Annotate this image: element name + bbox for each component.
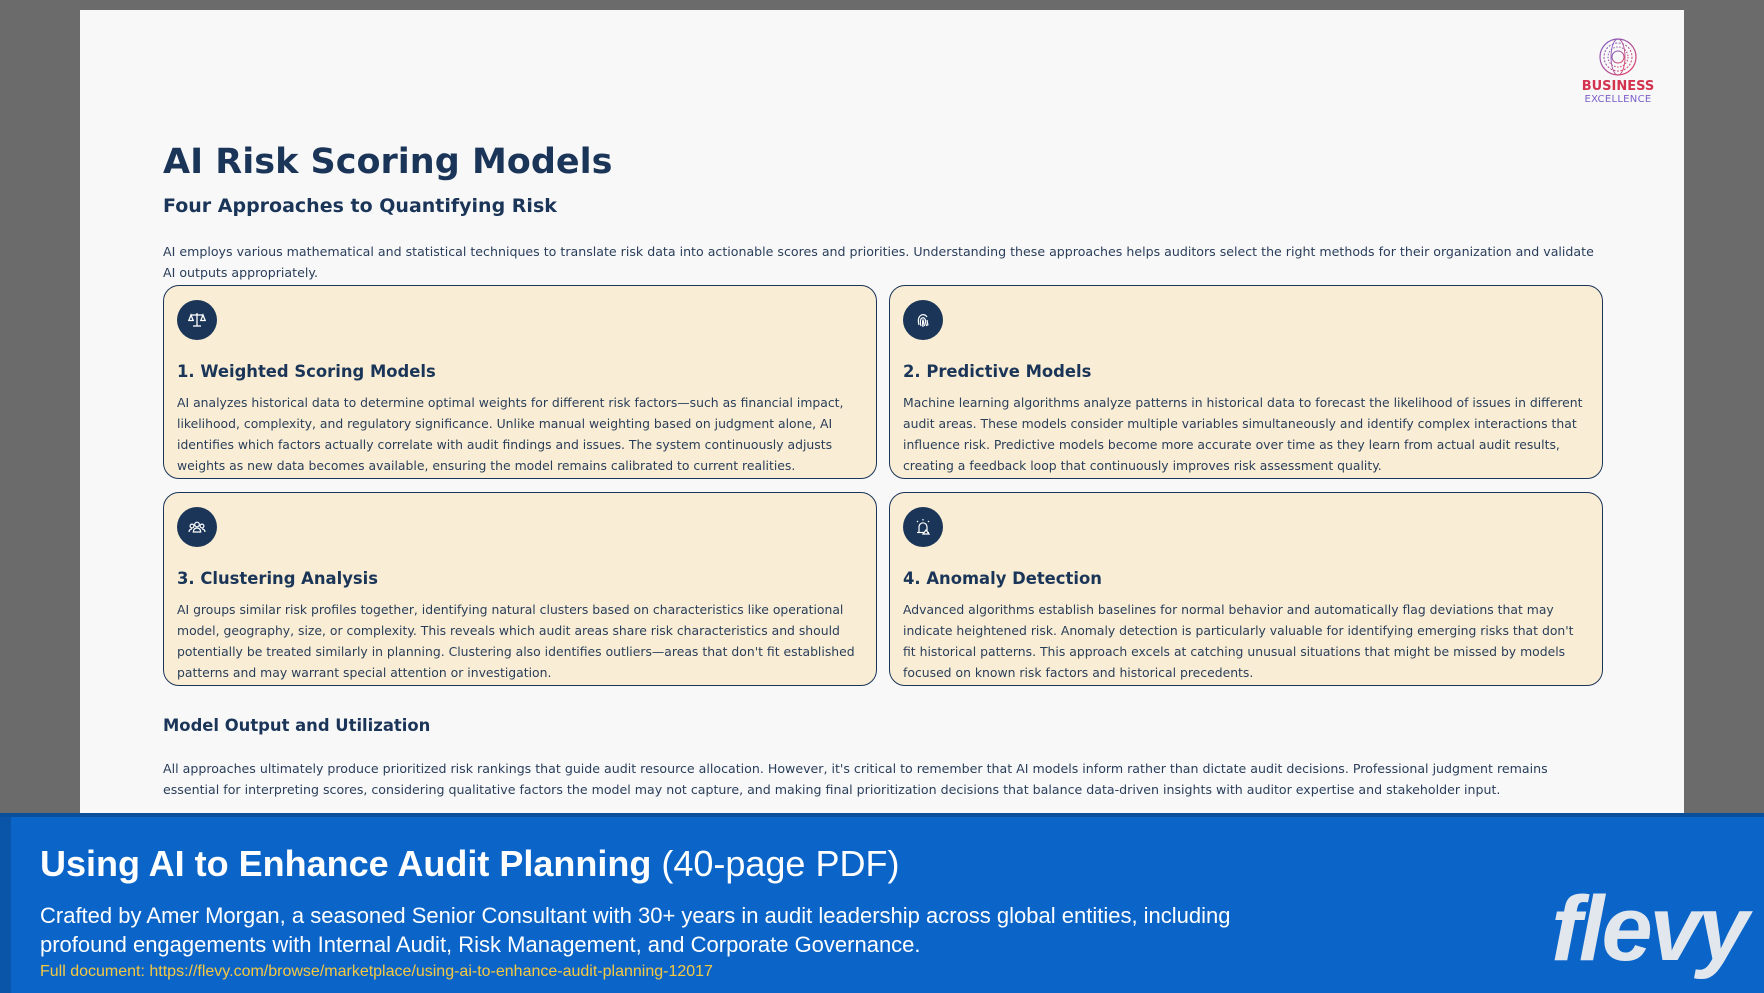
card-text: AI groups similar risk profiles together, identifying natural clusters based on characteristics like operational model, geography, size, or complexity. This reveals which audit areas share risk characteristics and should potentially be treated similarly in planning. Clustering also identifies outliers—areas that don't fit established patterns and may warrant special attention or investigation.: [177, 602, 855, 680]
logo-text-excellence: EXCELLENCE: [1584, 94, 1652, 105]
alarm-icon: [903, 507, 943, 547]
card-text: Advanced algorithms establish baselines for normal behavior and automatically flag deviations that may indicate heightened risk. Anomaly detection is particularly valuable for identifying emerging risks that don't fit historical patterns. This approach excels at catching unusual situations that might be missed by models focused on known risk factors and historical precedents.: [903, 602, 1574, 680]
card-title: 2. Predictive Models: [903, 362, 1092, 381]
card-title: 1. Weighted Scoring Models: [177, 362, 436, 381]
card-weighted-scoring: [163, 285, 877, 479]
business-excellence-logo: [1580, 37, 1656, 105]
globe-logo-icon: [1598, 37, 1638, 77]
footer-accent-bar: [0, 817, 11, 993]
balance-scale-icon: [177, 300, 217, 340]
footer-banner: [0, 813, 1764, 993]
card-anomaly-detection: [889, 492, 1603, 686]
document-title-main: Using AI to Enhance Audit Planning: [40, 843, 652, 884]
card-predictive-models: [889, 285, 1603, 479]
group-icon: [177, 507, 217, 547]
section-text-model-output: All approaches ultimately produce prioritized risk rankings that guide audit resource allocation. However, it's critical to remember that AI models inform rather than dictate audit decisions. Professional judgment remains essential for interpreting scores, considering qualitative factors the model may not capture, and making final prioritization decisions that balance data-driven insights with auditor expertise and stakeholder input.: [163, 761, 1548, 797]
section-title-model-output: Model Output and Utilization: [163, 716, 431, 735]
card-clustering-analysis: [163, 492, 877, 686]
flevy-logo[interactable]: flevy: [1551, 878, 1746, 980]
logo-text-business: BUSINESS: [1581, 79, 1655, 94]
document-title: [40, 843, 899, 885]
card-title: 3. Clustering Analysis: [177, 569, 379, 588]
full-document-link[interactable]: Full document: https://flevy.com/browse/marketplace/using-ai-to-enhance-audit-planning-12017: [40, 963, 713, 980]
fingerprint-icon: [903, 300, 943, 340]
card-text: Machine learning algorithms analyze patterns in historical data to forecast the likelihood of issues in different audit areas. These models consider multiple variables simultaneously and identify complex interactions that influence risk. Predictive models become more accurate over time as they learn from actual audit results, creating a feedback loop that continuously improves risk assessment quality.: [903, 395, 1583, 473]
author-description: Crafted by Amer Morgan, a seasoned Senior Consultant with 30+ years in audit leadership across global entities, including profound engagements with Internal Audit, Risk Management, and Corporate Governance.: [40, 903, 1231, 957]
slide: [80, 10, 1684, 816]
document-title-pages: (40-page PDF): [651, 843, 900, 884]
card-title: 4. Anomaly Detection: [903, 569, 1102, 588]
page-title: AI Risk Scoring Models: [163, 142, 613, 182]
card-text: AI analyzes historical data to determine optimal weights for different risk factors—such as financial impact, likelihood, complexity, and regulatory significance. Unlike manual weighting based on judgment alone, AI identifies which factors actually correlate with audit findings and issues. The system continuously adjusts weights as new data becomes available, ensuring the model remains calibrated to current realities.: [177, 395, 844, 473]
intro-paragraph: AI employs various mathematical and statistical techniques to translate risk data into actionable scores and priorities. Understanding these approaches helps auditors select the right methods for their organization and validate AI outputs appropriately.: [163, 244, 1594, 280]
page-subtitle: Four Approaches to Quantifying Risk: [163, 195, 557, 217]
